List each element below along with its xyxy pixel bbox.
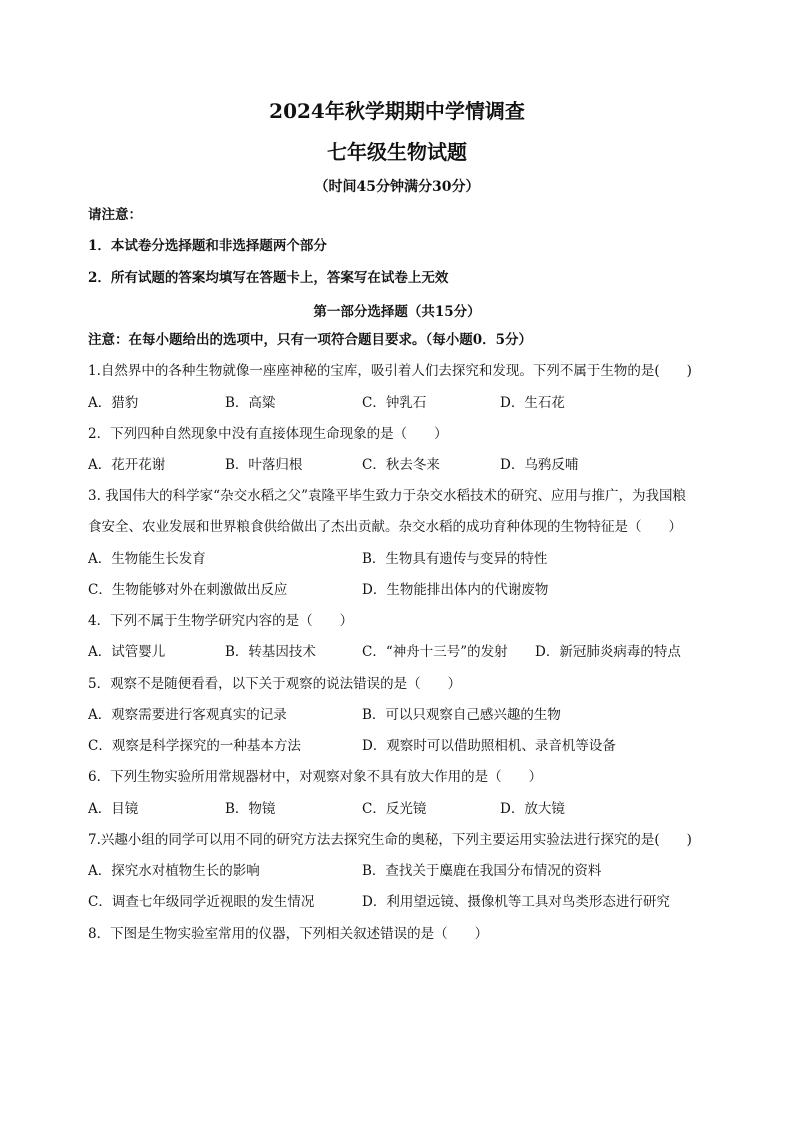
question-7-option-c: C．调查七年级同学近视眼的发生情况 (88, 894, 315, 910)
question-4-option-d: D．新冠肺炎病毒的特点 (535, 644, 681, 660)
question-3-option-d: D．生物能排出体内的代谢废物 (362, 582, 549, 598)
question-5-option-d: D．观察时可以借助照相机、录音机等设备 (362, 738, 616, 754)
question-3-stem-continued: 食安全、农业发展和世界粮食供给做出了杰出贡献。杂交水稻的成功育种体现的生物特征是（ ） (88, 519, 682, 535)
section-instruction: 注意：在每小题给出的选项中，只有一项符合题目要求。（每小题0．5分） (88, 332, 533, 348)
question-8-stem: 8．下图是生物实验室常用的仪器，下列相关叙述错误的是（ ） (88, 926, 489, 942)
question-2-option-d: D．乌鸦反哺 (500, 457, 579, 473)
question-3-stem: 3. 我国伟大的科学家“杂交水稻之父”袁隆平毕生致力于杂交水稻技术的研究、应用与推广，为我国粮 (88, 488, 686, 504)
question-1-option-d: D．生石花 (500, 395, 565, 411)
notice-heading: 请注意： (88, 207, 142, 223)
notice-item-1: 1．本试卷分选择题和非选择题两个部分 (88, 238, 327, 254)
question-7-option-d: D．利用望远镜、摄像机等工具对鸟类形态进行研究 (362, 894, 670, 910)
question-5-option-a: A．观察需要进行客观真实的记录 (88, 707, 287, 723)
question-3-option-a: A．生物能生长发育 (88, 551, 206, 567)
question-7-option-a: A．探究水对植物生长的影响 (88, 863, 260, 879)
question-1-option-c: C．钟乳石 (362, 395, 427, 411)
question-7-option-b: B．查找关于麋鹿在我国分布情况的资料 (362, 863, 602, 879)
question-6-option-c: C．反光镜 (362, 801, 427, 817)
question-6-option-a: A．目镜 (88, 801, 139, 817)
question-1-option-a: A．猎豹 (88, 395, 139, 411)
question-2-option-c: C．秋去冬来 (362, 457, 440, 473)
question-4-option-b: B．转基因技术 (225, 644, 316, 660)
question-7-stem: 7.兴趣小组的同学可以用不同的研究方法去探究生命的奥秘，下列主要运用实验法进行探究的是( ) (88, 832, 692, 848)
exam-time-info: （时间45分钟满分30分） (314, 179, 480, 195)
question-3-option-b: B．生物具有遗传与变异的特性 (362, 551, 548, 567)
question-4-option-a: A．试管婴儿 (88, 644, 166, 660)
question-2-option-a: A．花开花谢 (88, 457, 166, 473)
question-1-stem: 1.自然界中的各种生物就像一座座神秘的宝库，吸引着人们去探究和发现。下列不属于生物的是( ) (88, 363, 692, 379)
question-5-stem: 5．观察不是随便看看，以下关于观察的说法错误的是（ ） (88, 676, 462, 692)
section-title: 第一部分选择题（共15分） (313, 304, 481, 320)
question-2-stem: 2．下列四种自然现象中没有直接体现生命现象的是（ ） (88, 426, 448, 442)
question-4-option-c: C．“神舟十三号”的发射 (362, 644, 508, 660)
question-6-option-d: D．放大镜 (500, 801, 565, 817)
question-5-option-b: B．可以只观察自己感兴趣的生物 (362, 707, 561, 723)
question-4-stem: 4．下列不属于生物学研究内容的是（ ） (88, 613, 354, 629)
exam-title: 2024年秋学期期中学情调查 (269, 99, 525, 123)
notice-item-2: 2．所有试题的答案均填写在答题卡上，答案写在试卷上无效 (88, 270, 449, 286)
question-1-option-b: B．高粱 (225, 395, 276, 411)
question-6-stem: 6．下列生物实验所用常规器材中，对观察对象不具有放大作用的是（ ） (88, 769, 543, 785)
question-6-option-b: B．物镜 (225, 801, 276, 817)
question-5-option-c: C．观察是科学探究的一种基本方法 (88, 738, 301, 754)
question-2-option-b: B．叶落归根 (225, 457, 303, 473)
exam-subtitle: 七年级生物试题 (327, 140, 467, 164)
question-3-option-c: C．生物能够对外在刺激做出反应 (88, 582, 288, 598)
